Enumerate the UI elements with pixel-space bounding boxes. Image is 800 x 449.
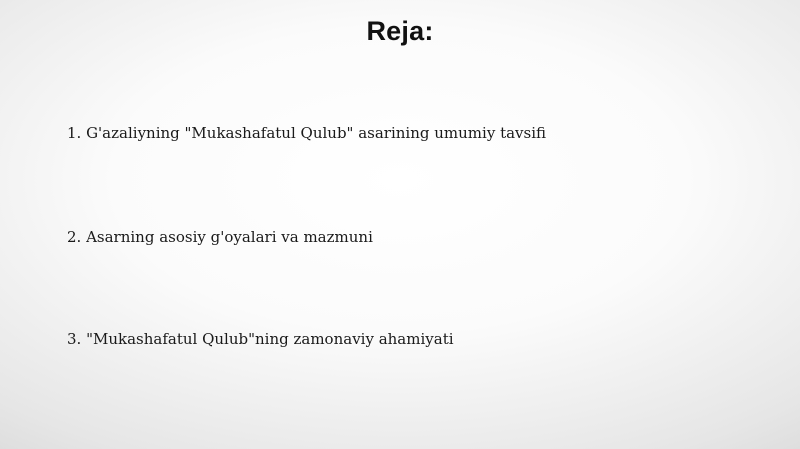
slide-title: Reja: <box>366 16 434 46</box>
plan-item-1: 1. G'azaliyning "Mukashafatul Qulub" asarining umumiy tavsifi <box>67 124 547 142</box>
plan-item-3: 3. "Mukashafatul Qulub"ning zamonaviy ahamiyati <box>67 330 454 348</box>
plan-item-2: 2. Asarning asosiy g'oyalari va mazmuni <box>67 228 373 246</box>
